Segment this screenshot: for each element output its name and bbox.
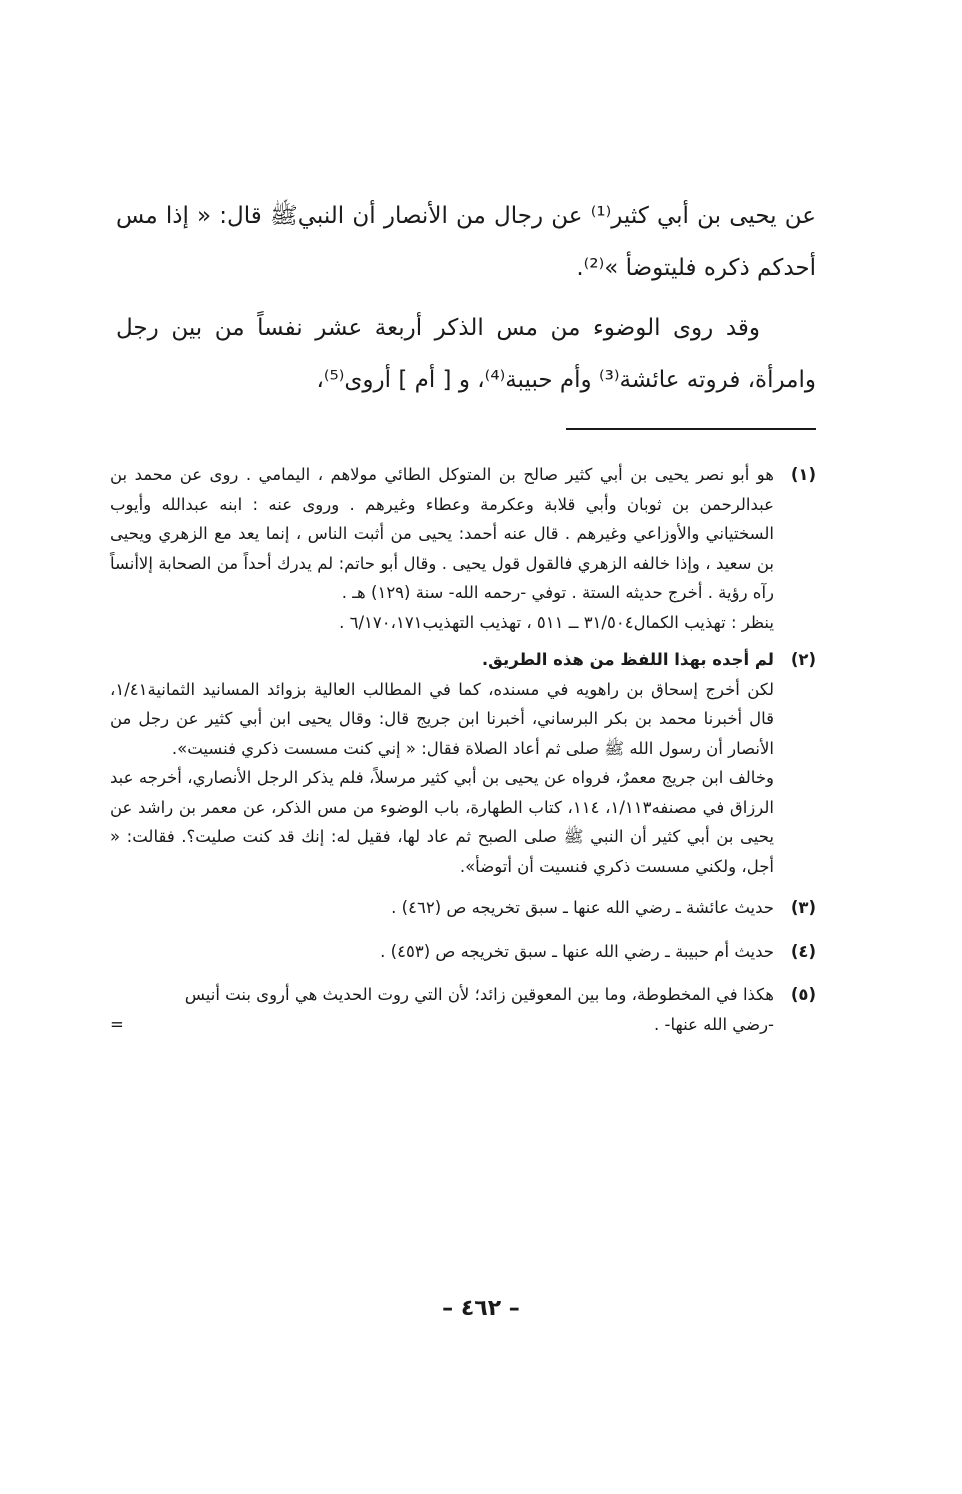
footnote-text: وخالف ابن جريج معمرٌ، فرواه عن يحيى بن أبي كثير مرسلاً، فلم يذكر الرجل الأنصاري، أخرجه عبد الرزاق في مصنفه١/١١٣، ١١٤، كتاب الطهارة، باب الوضوء من مس الذكر، عن معمر بن راشد عن يحيى بن أبي كثير أن النبي ﷺ صلى الصبح ثم عاد لها، فقيل له: إنك قد كنت صليت؟. فقالت: « أجل، ولكني مسست ذكري فنسيت أن أتوضأ».	[110, 768, 774, 876]
footnote-2	[110, 645, 816, 881]
footnote-number: (٢)	[790, 650, 816, 669]
main-paragraph-2: وقد روى الوضوء من مس الذكر أربعة عشر نفساً من بين رجل وامرأة، فروته عائشة⁽³⁾ وأم حبيبة⁽⁴⁾، و [ أم ] أروى⁽⁵⁾،	[116, 315, 816, 393]
footnote-text: حديث أم حبيبة ـ رضي الله عنها ـ سبق تخريجه ص (٤٥٣) .	[380, 941, 774, 961]
footnote-text: هكذا في المخطوطة، وما بين المعوقين زائد؛ لأن التي روت الحديث هي أروى بنت أنيس	[184, 985, 774, 1004]
footnote-number: (١)	[790, 465, 816, 484]
footnotes	[110, 460, 816, 1047]
footnote-5	[110, 980, 816, 1039]
main-text	[116, 190, 816, 406]
footnote-text: -رضي الله عنها- .	[654, 1014, 774, 1034]
footnote-reference: ينظر : تهذيب الكمال٣١/٥٠٤ ــ ٥١١ ، تهذيب التهذيب٦/١٧٠،١٧١ .	[339, 612, 774, 632]
footnote-4	[110, 937, 816, 967]
footnote-number: (٤)	[790, 941, 816, 961]
footnote-number: (٣)	[790, 898, 816, 917]
page-number: – ٤٦٢ –	[442, 1296, 520, 1321]
footnote-separator	[566, 428, 816, 430]
footnote-heading: لم أجده بهذا اللفظ من هذه الطريق.	[481, 650, 774, 669]
footnote-text: حديث عائشة ـ رضي الله عنها ـ سبق تخريجه ص (٤٦٢) .	[391, 898, 774, 917]
footnote-text: لكن أخرج إسحاق بن راهويه في مسنده، كما في المطالب العالية بزوائد المسانيد الثمانية١/٤١، قال أخبرنا محمد بن بكر البرساني، أخبرنا ابن جريج قال: وقال يحيى ابن أبي كثير عن رجل من الأنصار أن رسول الله ﷺ صلى ثم أعاد الصلاة فقال: « إني كنت مسست ذكري فنسيت».	[110, 679, 774, 758]
main-paragraph-1: عن يحيى بن أبي كثير⁽¹⁾ عن رجال من الأنصار أن النبيﷺ قال: « إذا مس أحدكم ذكره فليتوضأ »⁽²⁾.	[116, 203, 816, 281]
footnote-number: (٥)	[790, 985, 816, 1004]
footnote-text: هو أبو نصر يحيى بن أبي كثير صالح بن المتوكل الطائي مولاهم ، اليمامي . روى عن محمد بن عبدالرحمن بن ثوبان وأبي قلابة وعكرمة وعطاء وغيرهم . وروى عنه : ابنه عبدالله وأيوب السختياني والأوزاعي وغيرهم . قال عنه أحمد: يحيى من أثبت الناس ، إنما يعد مع الزهري ويحيى بن سعيد ، وإذا خالفه الزهري فالقول قول يحيى . وقال أبو حاتم: لم يدرك أحداً من الصحابة إلاأنساً رآه رؤية . أخرج حديثه الستة . توفي -رحمه الله- سنة (١٢٩) هـ .	[110, 465, 774, 602]
footnote-1	[110, 460, 816, 637]
footnote-3	[110, 893, 816, 923]
continuation-mark: =	[110, 1014, 124, 1034]
